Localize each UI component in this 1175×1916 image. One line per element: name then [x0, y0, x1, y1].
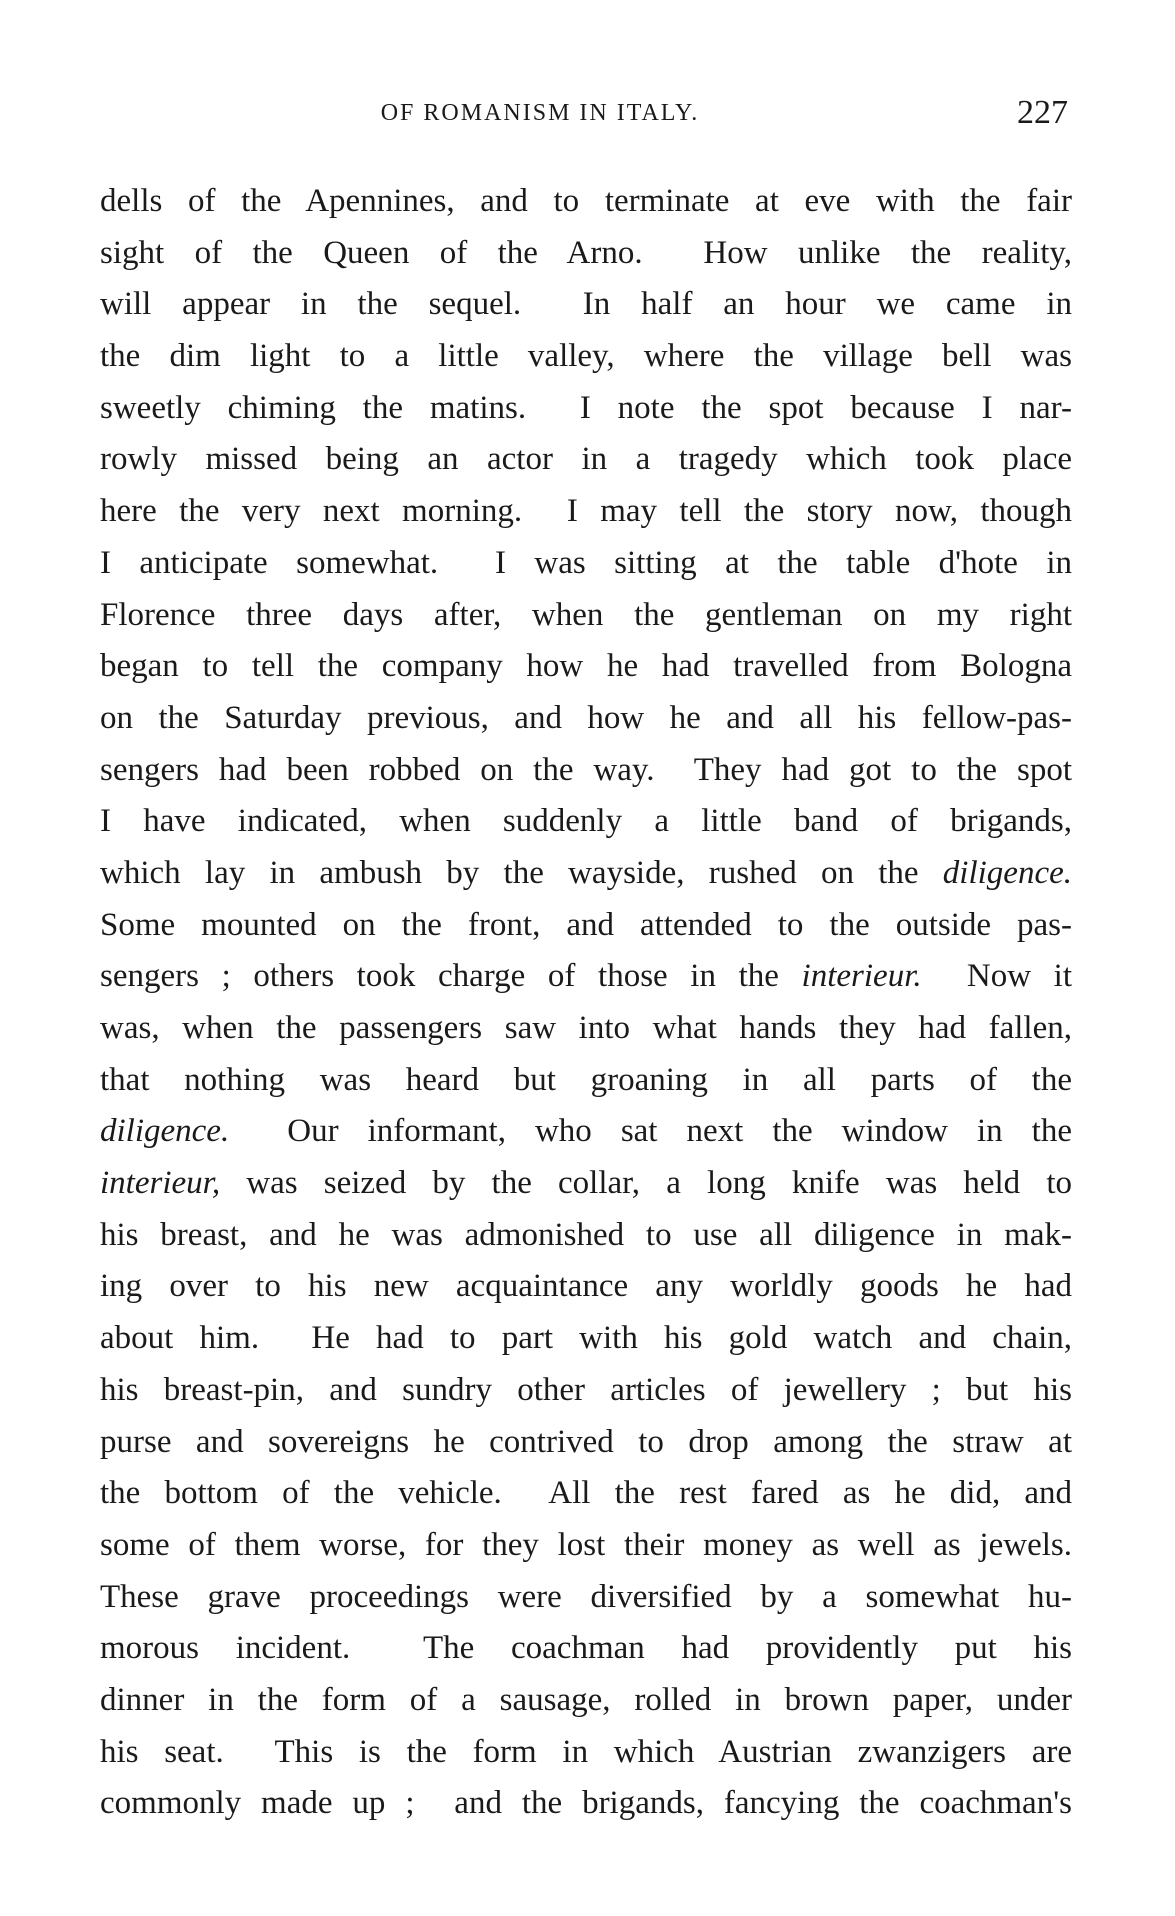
text-line: [100, 538, 1072, 590]
text-segment: his breast, and he was admonished to use all diligence in mak-: [100, 1216, 1072, 1253]
text-segment: ing over to his new acquaintance any worldly goods he had: [100, 1268, 1072, 1305]
text-segment: was, when the passengers saw into what hands they had fallen,: [100, 1010, 1072, 1046]
italic-text-segment: diligence.: [100, 1113, 230, 1150]
text-segment: sight of the Queen of the Arno. How unlike the reality,: [100, 234, 1072, 271]
text-line: [100, 1417, 1072, 1469]
text-line: [100, 1106, 1072, 1158]
text-segment: dinner in the form of a sausage, rolled in brown paper, under: [100, 1681, 1072, 1718]
text-line: [100, 796, 1072, 848]
text-segment: dells of the Apennines, and to terminate at eve with the fair: [100, 183, 1072, 219]
text-segment: his seat. This is the form in which Austrian zwanzigers are: [100, 1733, 1072, 1770]
text-segment: I anticipate somewhat. I was sitting at the table d'hote in: [100, 544, 1072, 581]
running-head: [100, 94, 1080, 134]
text-segment: morous incident. The coachman had providently put his: [100, 1630, 1072, 1667]
text-segment: that nothing was heard but groaning in all parts of the: [100, 1061, 1072, 1098]
text-segment: on the Saturday previous, and how he and all his fellow-pas-: [100, 699, 1072, 736]
body-text: [100, 176, 1072, 1830]
text-segment: was seized by the collar, a long knife was held to: [220, 1165, 1072, 1202]
text-segment: Florence three days after, when the gentleman on my right: [100, 596, 1072, 633]
text-line: [100, 745, 1072, 797]
italic-text-segment: interieur.: [801, 958, 922, 995]
text-segment: Our informant, who sat next the window in the: [229, 1113, 1072, 1150]
text-line: [100, 1623, 1072, 1675]
text-segment: rowly missed being an actor in a tragedy which took place: [100, 441, 1072, 478]
text-line: [100, 1055, 1072, 1107]
text-line: [100, 331, 1072, 383]
text-segment: here the very next morning. I may tell the story now, though: [100, 493, 1072, 530]
text-line: [100, 951, 1072, 1003]
text-segment: the bottom of the vehicle. All the rest fared as he did, and: [100, 1475, 1072, 1512]
page-number: 227: [1017, 94, 1068, 131]
text-line: [100, 279, 1072, 331]
text-segment: the dim light to a little valley, where the village bell was: [100, 338, 1072, 375]
text-line: [100, 1675, 1072, 1727]
italic-text-segment: interieur,: [100, 1165, 221, 1202]
text-segment: Now it: [921, 958, 1072, 995]
text-line: [100, 383, 1072, 435]
text-line: [100, 434, 1072, 486]
text-line: [100, 1520, 1072, 1572]
text-segment: sengers had been robbed on the way. They had got to the spot: [100, 751, 1072, 788]
text-segment: some of them worse, for they lost their money as well as jewels.: [100, 1526, 1072, 1563]
text-segment: his breast-pin, and sundry other articles of jewellery ; but his: [100, 1371, 1072, 1408]
text-line: [100, 1468, 1072, 1520]
text-segment: I have indicated, when suddenly a little band of brigands,: [100, 803, 1072, 840]
text-segment: purse and sovereigns he contrived to drop among the straw at: [100, 1423, 1072, 1460]
text-segment: These grave proceedings were diversified by a somewhat hu-: [100, 1578, 1072, 1615]
text-line: [100, 641, 1072, 693]
text-segment: Some mounted on the front, and attended to the outside pas-: [100, 906, 1072, 943]
text-line: [100, 1313, 1072, 1365]
text-line: [100, 848, 1072, 900]
text-segment: will appear in the sequel. In half an hour we came in: [100, 286, 1072, 323]
text-segment: sengers ; others took charge of those in the: [100, 958, 802, 995]
text-segment: about him. He had to part with his gold watch and chain,: [100, 1320, 1072, 1357]
italic-text-segment: diligence.: [942, 854, 1072, 891]
text-segment: which lay in ambush by the wayside, rushed on the: [100, 854, 943, 891]
text-line: [100, 590, 1072, 642]
text-line: [100, 1572, 1072, 1624]
text-line: [100, 486, 1072, 538]
text-line: [100, 228, 1072, 280]
running-title: OF ROMANISM IN ITALY.: [380, 100, 700, 126]
text-line: [100, 1778, 1072, 1830]
text-line: [100, 1261, 1072, 1313]
text-segment: sweetly chiming the matins. I note the spot because I nar-: [100, 389, 1072, 426]
text-line: [100, 1210, 1072, 1262]
text-line: [100, 1003, 1072, 1055]
text-line: [100, 900, 1072, 952]
text-line: [100, 1727, 1072, 1779]
text-line: [100, 176, 1072, 228]
text-line: [100, 693, 1072, 745]
text-segment: began to tell the company how he had travelled from Bologna: [100, 648, 1072, 685]
text-segment: commonly made up ; and the brigands, fancying the coachman's: [100, 1785, 1072, 1822]
text-line: [100, 1158, 1072, 1210]
text-line: [100, 1365, 1072, 1417]
